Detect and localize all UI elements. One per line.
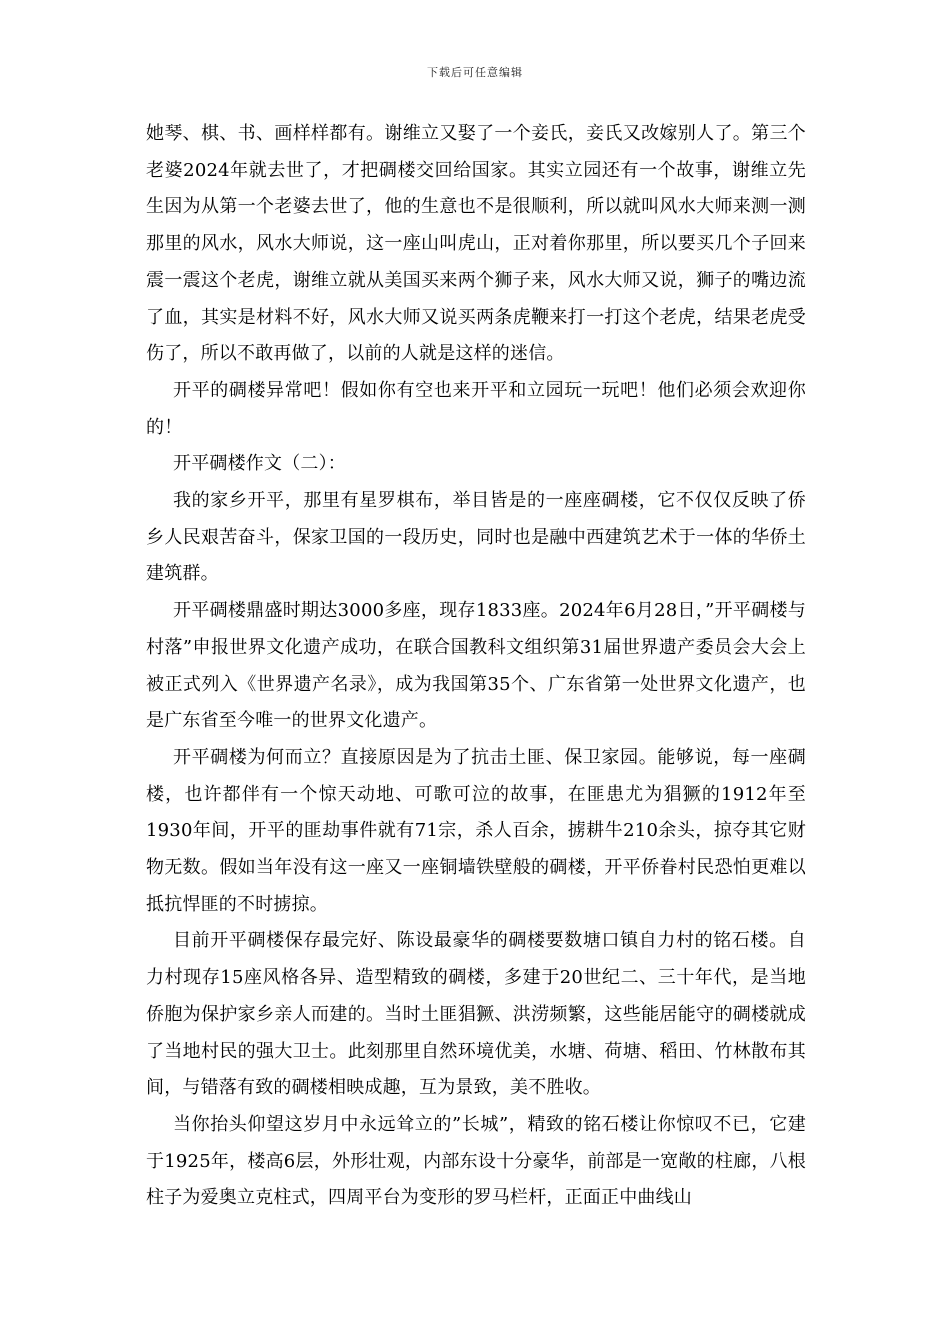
paragraph-mingshi-building: 当你抬头仰望这岁月中永远耸立的”长城”，精致的铭石楼让你惊叹不已，它建于1925年，楼高6层，外形壮观，内部东设十分豪华，前部是一宽敞的柱廊，八根柱子为爱奥立克柱式，四周平台为变形的罗马栏杆，正面正中曲线山 [146, 1113, 806, 1209]
paragraph-purpose: 开平碉楼为何而立？直接原因是为了抗击土匪、保卫家园。能够说，每一座碉楼，也许都伴有一个惊天动地、可歌可泣的故事，在匪患尤为猖獗的1912年至1930年间，开平的匪劫事件就有71宗，杀人百余，掳耕牛210余头，掠夺其它财物无数。假如当年没有这一座又一座铜墙铁壁般的碉楼，开平侨眷村民恐怕更难以抵抗悍匪的不时掳掠。 [146, 746, 806, 915]
paragraph-story-continuation: 她琴、棋、书、画样样都有。谢维立又娶了一个妾氏，妾氏又改嫁别人了。第三个老婆2024年就去世了，才把碉楼交回给国家。其实立园还有一个故事，谢维立先生因为从第一个老婆去世了，他的生意也不是很顺利，所以就叫风水大师来测一测那里的风水，风水大师说，这一座山叫虎山，正对着你那里，所以要买几个子回来震一震这个老虎，谢维立就从美国买来两个狮子来，风水大师又说，狮子的嘴边流了血，其实是材料不好，风水大师又说买两条虎鞭来打一打这个老虎，结果老虎受伤了，所以不敢再做了，以前的人就是这样的迷信。 [146, 123, 806, 365]
paragraph-mingshi-village: 目前开平碉楼保存最完好、陈设最豪华的碉楼要数塘口镇自力村的铭石楼。自力村现存15座风格各异、造型精致的碉楼，多建于20世纪二、三十年代，是当地侨胞为保护家乡亲人而建的。当时土匪猖獗、洪涝频繁，这些能居能守的碉楼就成了当地村民的强大卫士。此刻那里自然环境优美，水塘、荷塘、稻田、竹林散布其间，与错落有致的碉楼相映成趣，互为景致，美不胜收。 [146, 930, 806, 1099]
document-body [146, 116, 806, 1217]
paragraph-heritage: 开平碉楼鼎盛时期达3000多座，现存1833座。2024年6月28日，”开平碉楼与村落”申报世界文化遗产成功，在联合国教科文组织第31届世界遗产委员会大会上被正式列入《世界遗产名录》，成为我国第35个、广东省第一处世界文化遗产，也是广东省至今唯一的世界文化遗产。 [146, 600, 806, 732]
section-heading: 开平碉楼作文（二）： [173, 453, 346, 475]
page-header-note: 下载后可任意编辑 [427, 66, 523, 79]
paragraph-hometown: 我的家乡开平，那里有星罗棋布，举目皆是的一座座碉楼，它不仅仅反映了侨乡人民艰苦奋斗，保家卫国的一段历史，同时也是融中西建筑艺术于一体的华侨土建筑群。 [146, 490, 806, 585]
paragraph-invitation: 开平的碉楼异常吧！假如你有空也来开平和立园玩一玩吧！他们必须会欢迎你的！ [146, 379, 806, 438]
